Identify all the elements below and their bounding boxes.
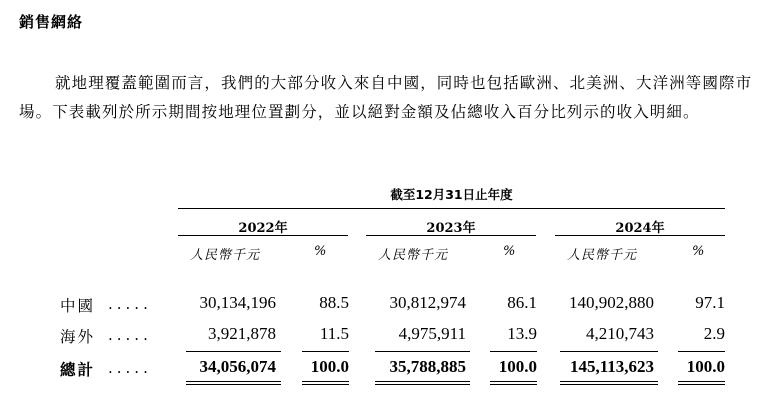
row-dots: .....	[108, 326, 152, 344]
pct-label-2023: %	[503, 244, 516, 259]
pct-cell: 11.5	[319, 324, 349, 343]
total-amount-cell: 35,788,885	[389, 357, 466, 376]
intro-paragraph	[19, 69, 759, 127]
pct-cell: 13.9	[507, 324, 537, 343]
row-label-total: 總計	[60, 360, 96, 379]
period-header: 截至12月31日止年度	[390, 187, 513, 202]
pct-label-2022: %	[314, 244, 327, 259]
total-pct-cell: 100.0	[310, 357, 349, 376]
year-2023-header: 2023年	[426, 221, 476, 236]
total-double-rule	[490, 384, 537, 385]
pct-cell: 86.1	[507, 293, 537, 312]
subtotal-rule	[186, 351, 281, 352]
amount-cell: 30,812,974	[389, 293, 466, 312]
row-dots: .....	[108, 359, 152, 377]
total-double-rule	[375, 384, 470, 385]
row-label-china: 中國	[60, 297, 96, 315]
amount-cell: 4,975,911	[398, 324, 466, 343]
total-double-rule	[186, 381, 281, 382]
amount-cell: 30,134,196	[199, 293, 276, 312]
subtotal-rule	[375, 351, 470, 352]
year-2022-rule	[178, 235, 348, 236]
subtotal-rule	[560, 351, 658, 352]
unit-label-2023: 人民幣千元	[378, 248, 449, 263]
pct-cell: 97.1	[695, 293, 725, 312]
total-double-rule	[302, 384, 349, 385]
section-title: 銷售網絡	[19, 13, 84, 31]
unit-label-2022: 人民幣千元	[190, 248, 261, 263]
total-amount-cell: 145,113,623	[569, 357, 654, 376]
year-2024-rule	[555, 235, 725, 236]
total-amount-cell: 34,056,074	[199, 357, 276, 376]
pct-cell: 2.9	[703, 324, 725, 343]
pct-cell: 88.5	[319, 293, 349, 312]
row-dots: .....	[108, 295, 152, 313]
total-double-rule	[302, 381, 349, 382]
subtotal-rule	[678, 351, 725, 352]
year-2023-rule	[366, 235, 536, 236]
amount-cell: 140,902,880	[569, 293, 654, 312]
intro-paragraph-text: 就地理覆蓋範圍而言，我們的大部分收入來自中國，同時也包括歐洲、北美洲、大洋洲等國際市場。下表載列於所示期間按地理位置劃分，並以絕對金額及佔總收入百分比列示的收入明細。	[19, 74, 753, 121]
amount-cell: 3,921,878	[208, 324, 276, 343]
row-label-overseas: 海外	[60, 328, 96, 346]
subtotal-rule	[302, 351, 349, 352]
total-double-rule	[186, 384, 281, 385]
total-double-rule	[560, 381, 658, 382]
total-double-rule	[560, 384, 658, 385]
year-2024-header: 2024年	[615, 221, 665, 236]
total-double-rule	[678, 384, 725, 385]
total-pct-cell: 100.0	[498, 357, 537, 376]
subtotal-rule	[490, 351, 537, 352]
period-header-rule	[178, 208, 725, 209]
unit-label-2024: 人民幣千元	[567, 248, 638, 263]
total-pct-cell: 100.0	[686, 357, 725, 376]
amount-cell: 4,210,743	[586, 324, 654, 343]
pct-label-2024: %	[692, 244, 705, 259]
total-double-rule	[490, 381, 537, 382]
total-double-rule	[375, 381, 470, 382]
year-2022-header: 2022年	[238, 221, 288, 236]
total-double-rule	[678, 381, 725, 382]
